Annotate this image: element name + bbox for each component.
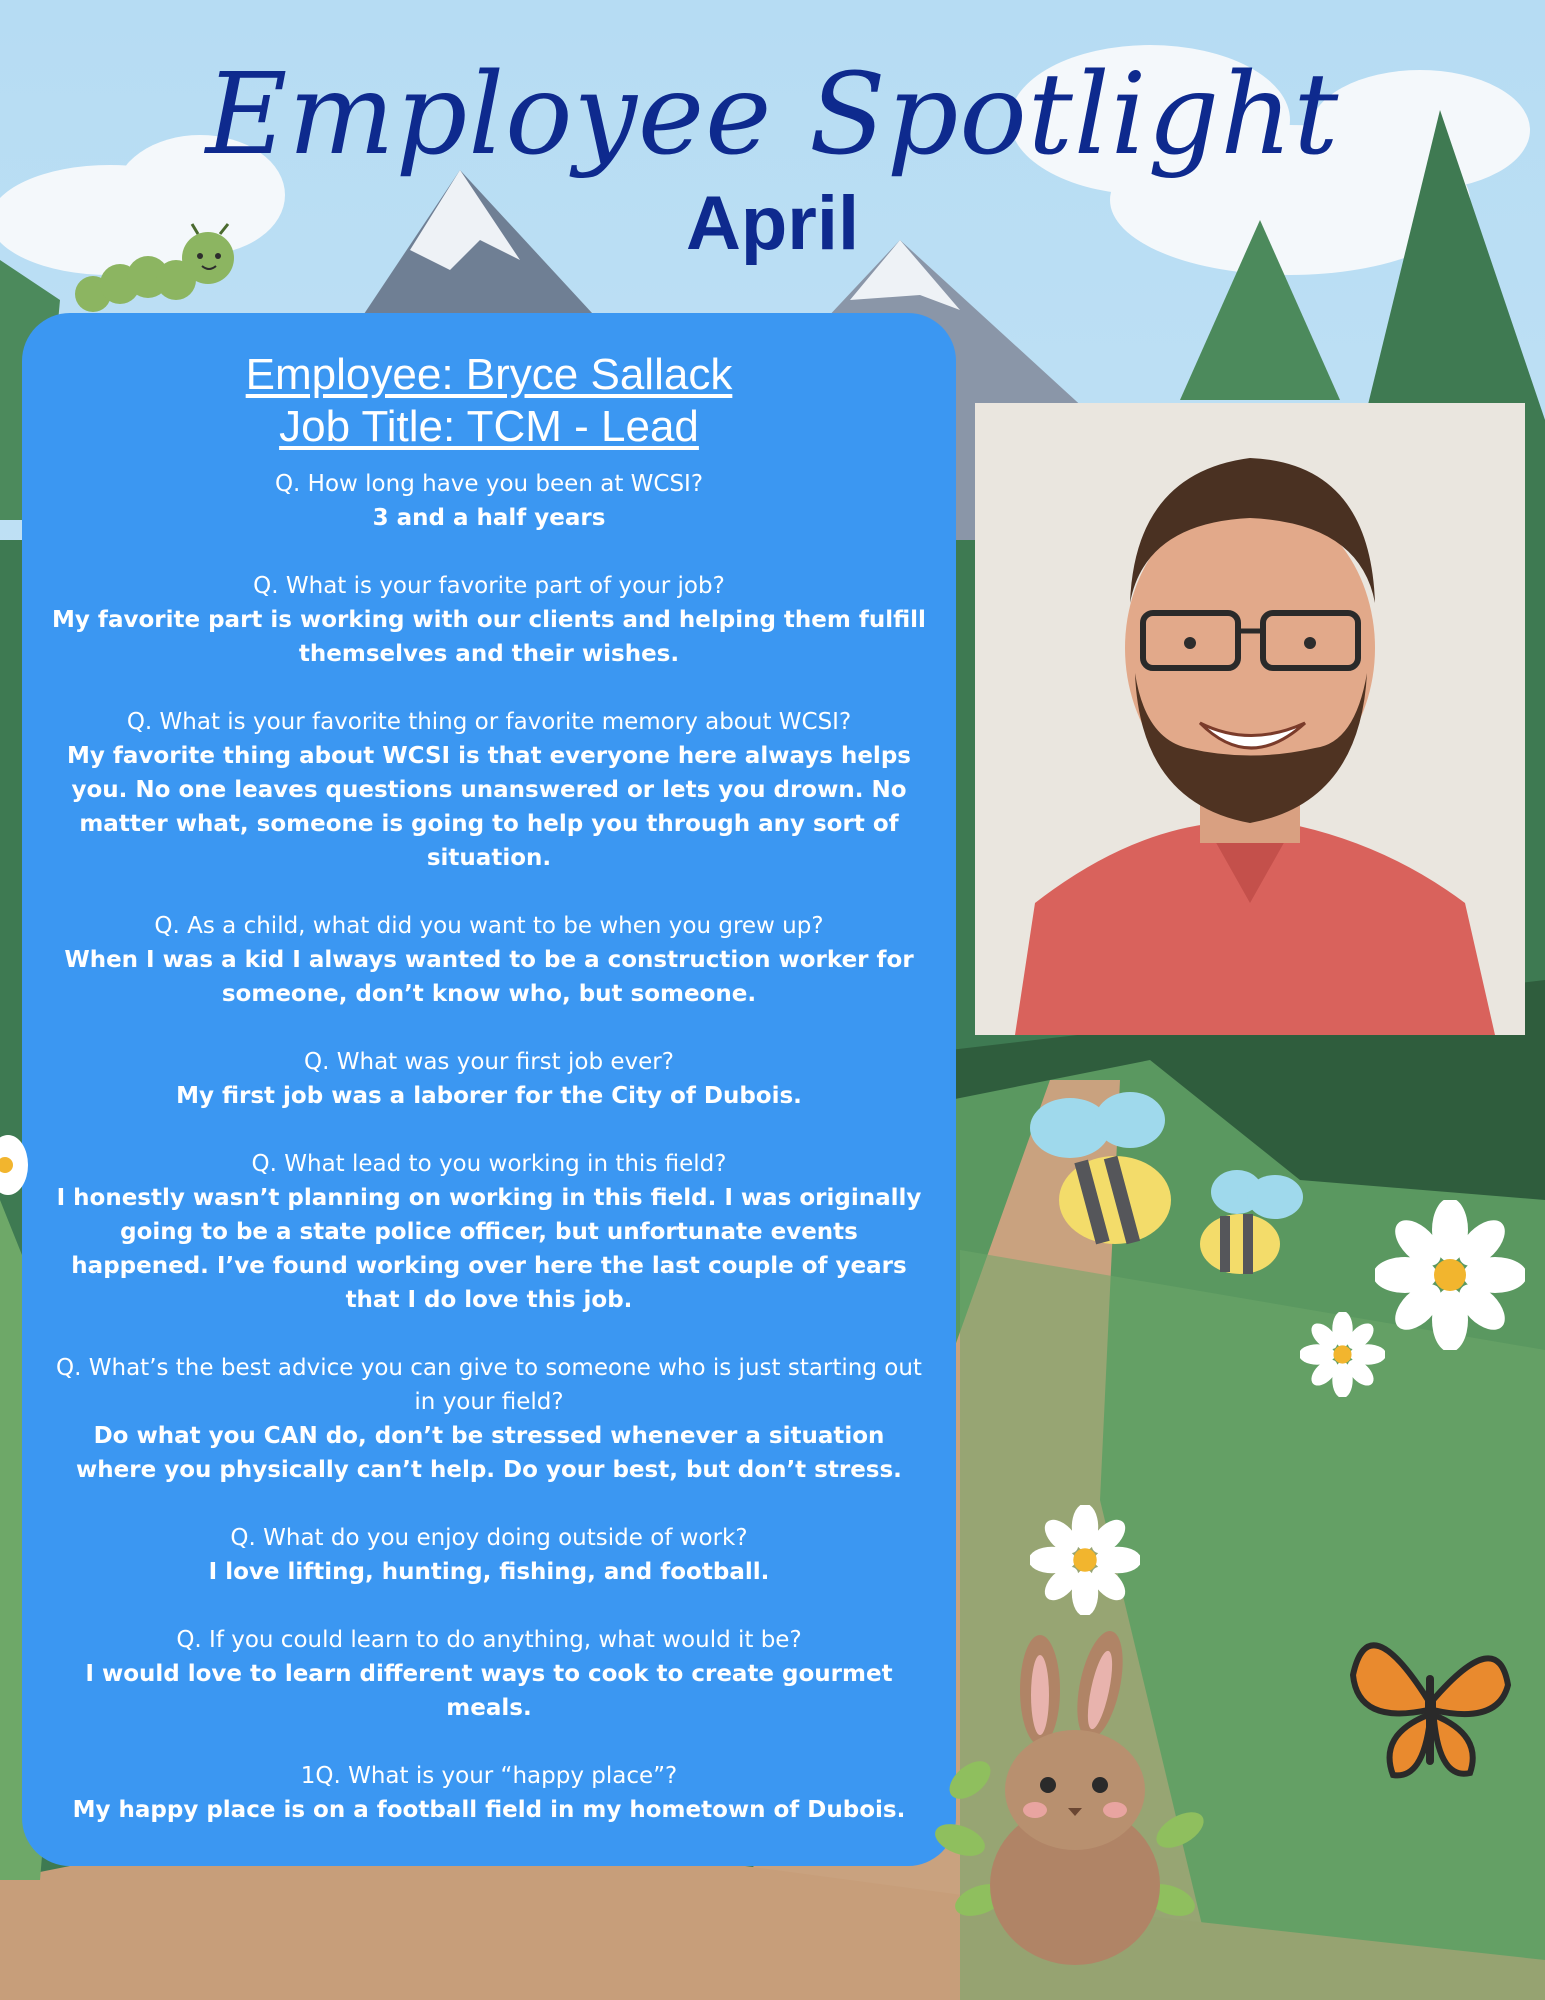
daisy-icon bbox=[1300, 1312, 1385, 1397]
qa-item bbox=[52, 705, 926, 875]
qa-item bbox=[52, 1521, 926, 1589]
daisy-icon bbox=[0, 1120, 30, 1210]
question: Q. What do you enjoy doing outside of work? bbox=[230, 1525, 748, 1551]
question: Q. What is your favorite thing or favorite memory about WCSI? bbox=[126, 709, 852, 735]
answer: My favorite part is working with our clients and helping them fulfill themselves and their wishes. bbox=[52, 607, 926, 667]
page-title: Employee Spotlight bbox=[205, 50, 1340, 180]
answer: I would love to learn different ways to cook to create gourmet meals. bbox=[85, 1661, 893, 1721]
bee-icon bbox=[1195, 1162, 1307, 1277]
qa-item bbox=[52, 1759, 926, 1827]
month-label: April bbox=[685, 181, 860, 266]
daisy-icon bbox=[1030, 1505, 1140, 1615]
qa-item bbox=[52, 467, 926, 535]
qa-item bbox=[52, 1147, 926, 1317]
qa-item bbox=[52, 1623, 926, 1725]
caterpillar-icon bbox=[68, 222, 243, 322]
question: Q. What’s the best advice you can give to someone who is just starting out in your field? bbox=[56, 1355, 922, 1415]
bunny-icon bbox=[930, 1630, 1220, 1970]
answer: My favorite thing about WCSI is that everyone here always helps you. No one leaves questions unanswered or lets you drown. No matter what, someone is going to help you through any sort of situation. bbox=[67, 743, 911, 871]
employee-name: Employee: Bryce Sallack bbox=[245, 350, 733, 399]
answer: Do what you CAN do, don’t be stressed whenever a situation where you physically can’t help. Do your best, but don’t stress. bbox=[76, 1423, 902, 1483]
job-title: Job Title: TCM - Lead bbox=[279, 402, 699, 451]
qa-item bbox=[52, 1045, 926, 1113]
butterfly-icon bbox=[1348, 1615, 1513, 1785]
question: Q. What lead to you working in this field? bbox=[251, 1151, 727, 1177]
question: Q. If you could learn to do anything, what would it be? bbox=[176, 1627, 802, 1653]
answer: I love lifting, hunting, fishing, and football. bbox=[208, 1559, 770, 1585]
answer: I honestly wasn’t planning on working in this field. I was originally going to be a state police officer, but unfortunate events happened. I’ve found working over here the last couple of years that I do love this job. bbox=[56, 1185, 922, 1313]
answer: When I was a kid I always wanted to be a construction worker for someone, don’t know who, but someone. bbox=[64, 947, 914, 1007]
question: 1Q. What is your “happy place”? bbox=[300, 1763, 678, 1789]
answer: My happy place is on a football field in my hometown of Dubois. bbox=[72, 1797, 906, 1823]
spotlight-panel bbox=[22, 313, 956, 1866]
answer: My first job was a laborer for the City of Dubois. bbox=[176, 1083, 802, 1109]
question: Q. How long have you been at WCSI? bbox=[274, 471, 704, 497]
qa-item bbox=[52, 569, 926, 671]
bee-icon bbox=[1025, 1088, 1175, 1248]
daisy-icon bbox=[1375, 1200, 1525, 1350]
employee-photo bbox=[975, 403, 1525, 1035]
question: Q. What was your first job ever? bbox=[304, 1049, 674, 1075]
answer: 3 and a half years bbox=[372, 505, 606, 531]
qa-item bbox=[52, 1351, 926, 1487]
question: Q. As a child, what did you want to be when you grew up? bbox=[154, 913, 824, 939]
question: Q. What is your favorite part of your job? bbox=[253, 573, 725, 599]
qa-item bbox=[52, 909, 926, 1011]
